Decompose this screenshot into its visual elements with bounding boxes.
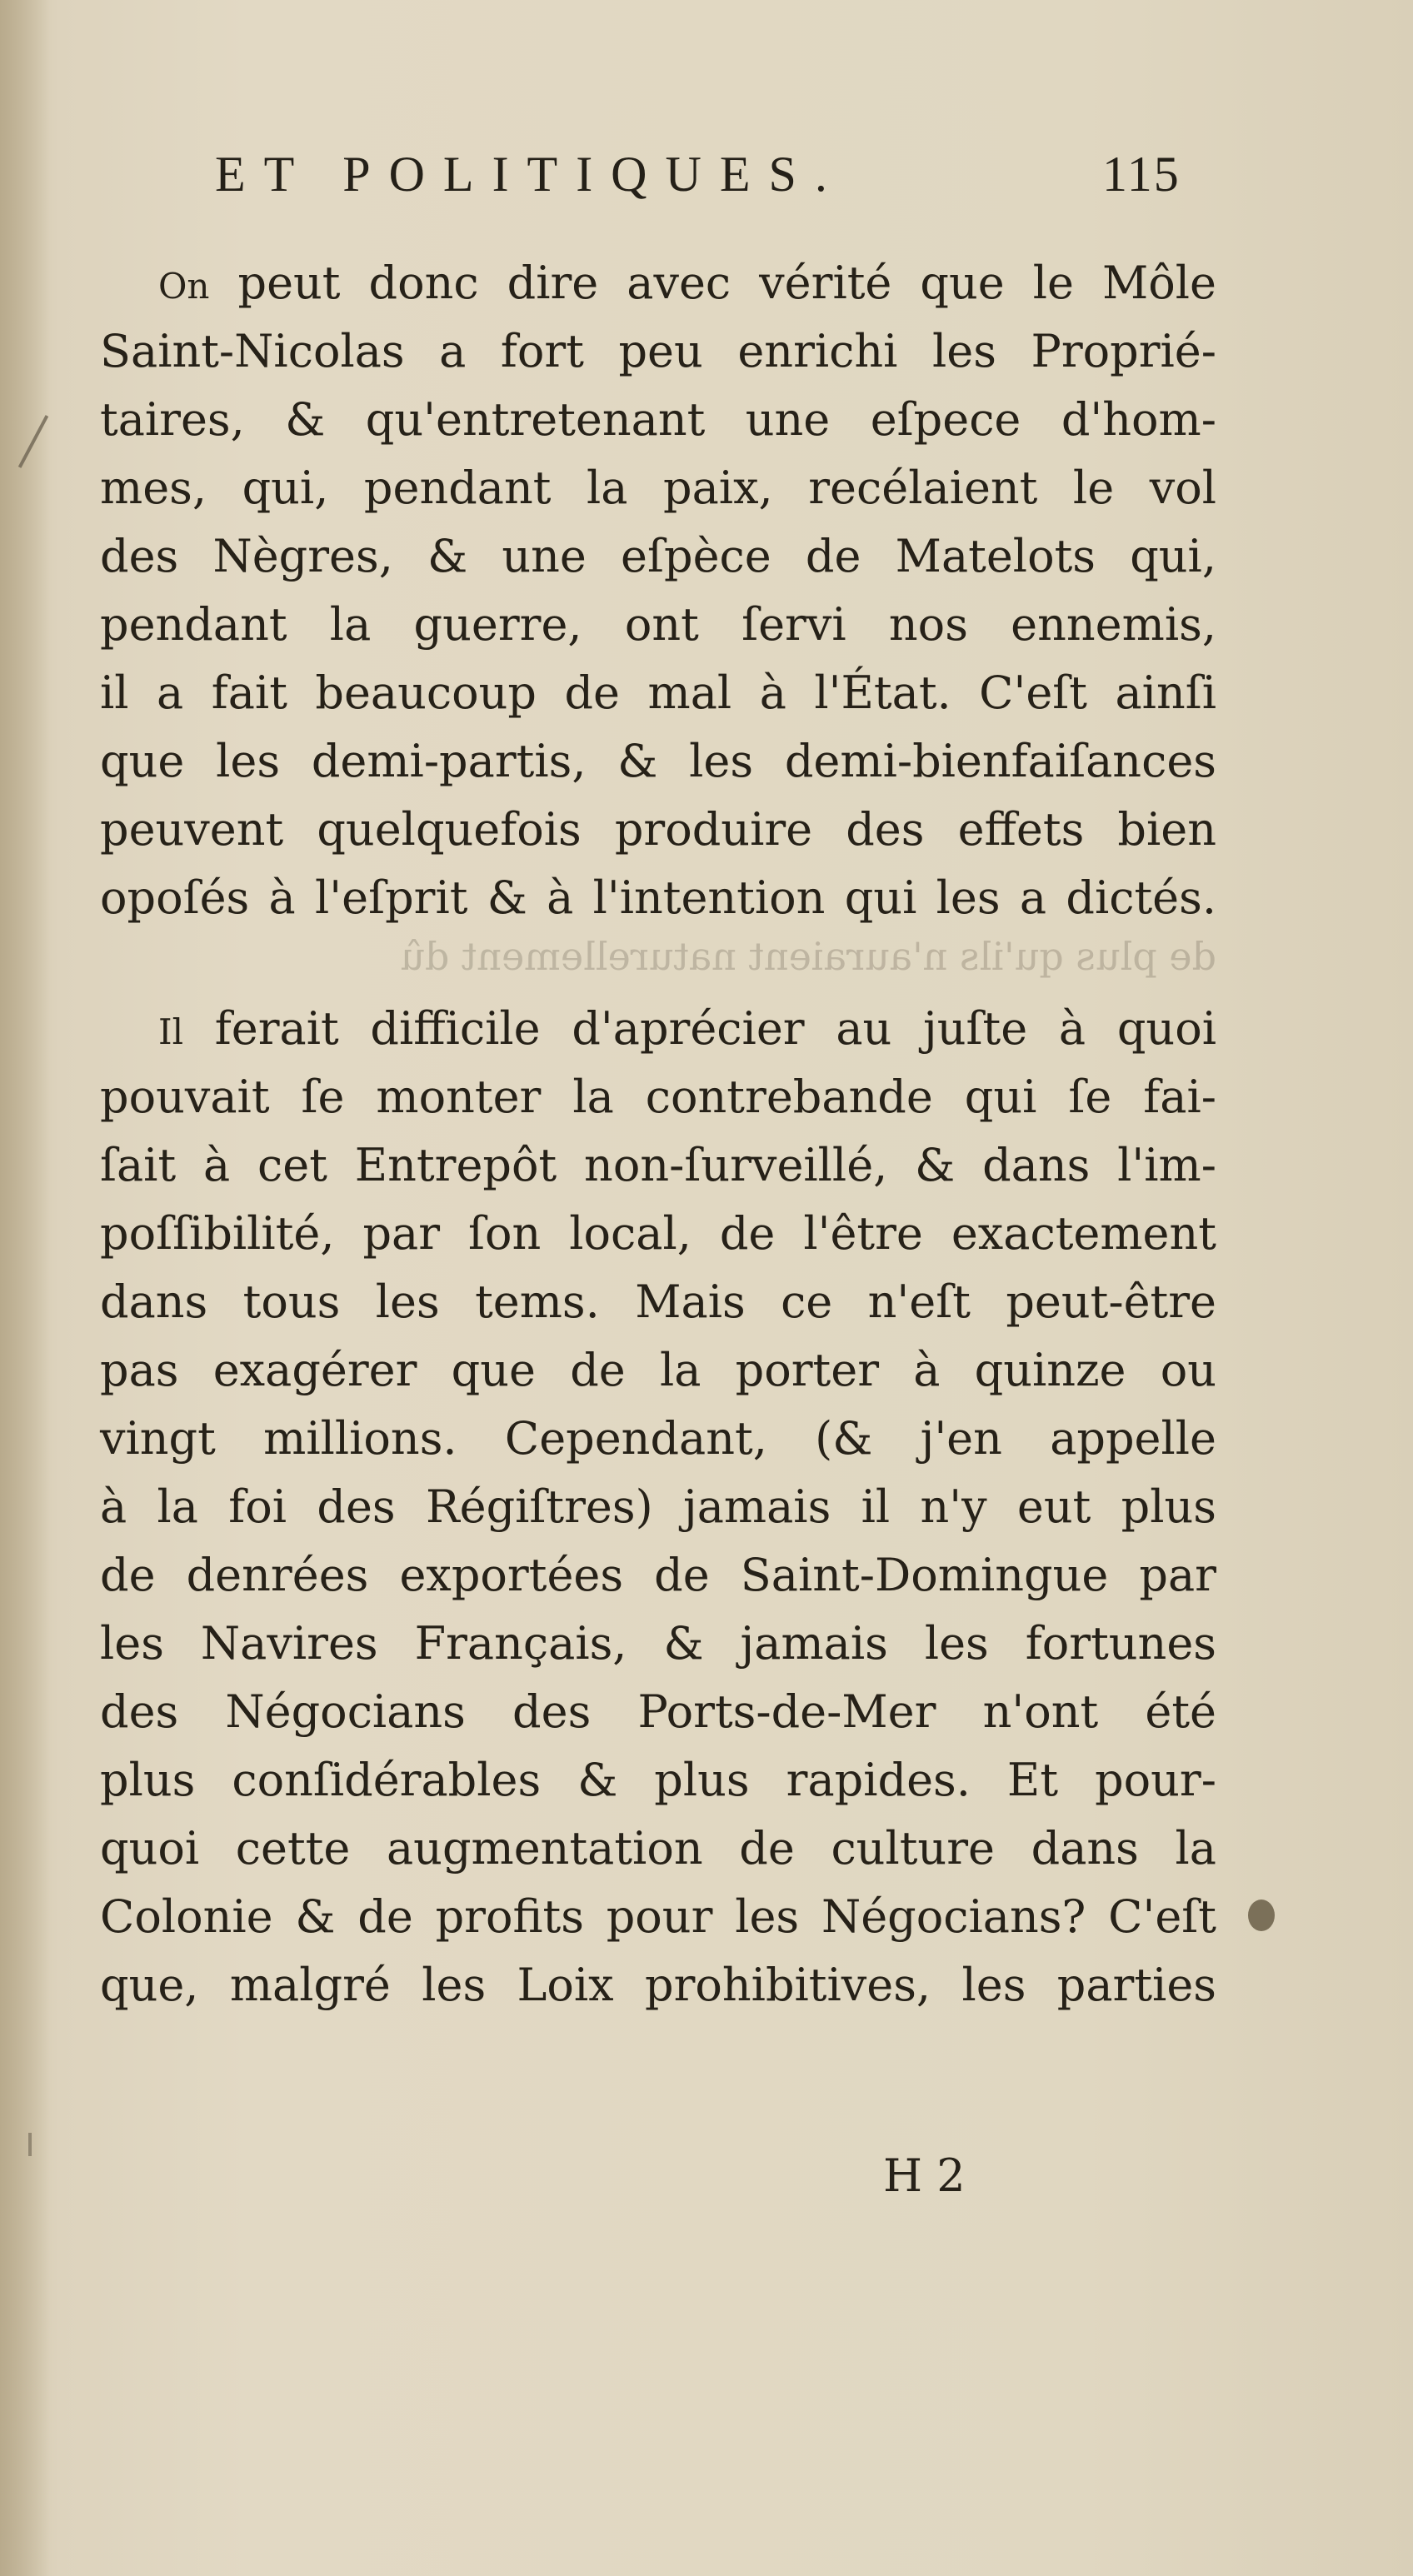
text-line: taires, & qu'entretenant une eſpece d'hom-	[100, 393, 1216, 446]
text-line: de denrées exportées de Saint-Domingue par	[100, 1549, 1216, 1601]
paragraph-initial: On	[158, 266, 210, 307]
text-line: plus conſidérables & plus rapides. Et pour-	[100, 1754, 1216, 1806]
text-line: à la foi des Régiſtres) jamais il n'y eut plus	[100, 1480, 1216, 1533]
signature-mark: H 2	[883, 2149, 966, 2202]
text-line: pouvait ſe monter la contrebande qui ſe fai-	[100, 1071, 1216, 1123]
running-head-title: ET POLITIQUES.	[215, 147, 846, 202]
text-line: que, malgré les Loix prohibitives, les parties	[100, 1959, 1216, 2011]
page-number: 115	[1102, 147, 1181, 202]
margin-pencil-mark	[28, 2133, 32, 2156]
text-line: mes, qui, pendant la paix, recélaient le vol	[100, 462, 1216, 514]
text-line: ſait à cet Entrepôt non-ſurveillé, & dans l'im-	[100, 1139, 1216, 1191]
bleed-through-text: de plus qu'ils n'auraient naturellement dû	[400, 934, 1216, 979]
text-line	[100, 250, 1216, 317]
text-line: pendant la guerre, ont ſervi nos ennemis,	[100, 598, 1216, 651]
line-text: peut donc dire avec vérité que le Môle	[237, 257, 1216, 309]
text-line: que les demi-partis, & les demi-bienfaiſances	[100, 735, 1216, 787]
text-line: vingt millions. Cependant, (& j'en appelle	[100, 1412, 1216, 1465]
text-line: les Navires Français, & jamais les fortunes	[100, 1617, 1216, 1670]
paragraph-initial: Il	[158, 1011, 184, 1052]
text-line: poſſibilité, par ſon local, de l'être exactement	[100, 1207, 1216, 1260]
text-line: quoi cette augmentation de culture dans la	[100, 1822, 1216, 1875]
text-line: opoſés à l'eſprit & à l'intention qui les a dictés.	[100, 871, 1216, 924]
text-line: des Négocians des Ports-de-Mer n'ont été	[100, 1685, 1216, 1738]
ink-spot	[1248, 1900, 1275, 1931]
line-text: ferait difficile d'aprécier au juſte à quoi	[214, 1002, 1216, 1055]
text-line: Colonie & de profits pour les Négocians? C'eſt	[100, 1890, 1216, 1943]
page-gutter-shadow	[0, 0, 50, 2576]
text-line: pas exagérer que de la porter à quinze ou	[100, 1344, 1216, 1396]
text-line: Saint-Nicolas a fort peu enrichi les Proprié-	[100, 325, 1216, 377]
text-line: dans tous les tems. Mais ce n'eſt peut-être	[100, 1276, 1216, 1328]
text-line	[100, 996, 1216, 1062]
text-line: des Nègres, & une eſpèce de Matelots qui,	[100, 530, 1216, 582]
running-head	[215, 146, 1215, 221]
text-line: il a fait beaucoup de mal à l'État. C'eſt ainſi	[100, 666, 1216, 719]
text-line: peuvent quelquefois produire des effets bien	[100, 803, 1216, 856]
